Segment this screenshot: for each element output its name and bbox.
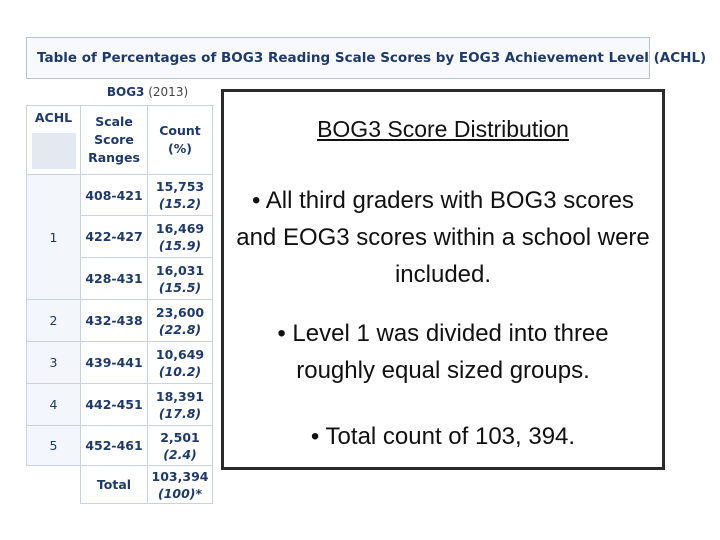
count-value: 23,600: [155, 304, 205, 320]
percent-value: (10.2): [158, 363, 202, 379]
callout-bullet: • Total count of 103, 394.: [310, 423, 576, 450]
callout-title: [224, 116, 662, 143]
score-table: [26, 105, 213, 504]
range-cell: 408-421: [81, 175, 148, 216]
range-cell: 432-438: [81, 300, 148, 342]
achl-cell: 2: [27, 300, 81, 342]
count-cell: [148, 384, 213, 426]
percent-value: (22.8): [158, 321, 202, 337]
range-cell: 442-451: [81, 384, 148, 426]
total-spacer: [27, 466, 81, 504]
header-count-l2: (%): [168, 141, 192, 156]
range-cell: 452-461: [81, 426, 148, 466]
percent-value: (15.9): [158, 237, 202, 253]
header-range-l3: Ranges: [88, 150, 140, 165]
count-cell: [148, 426, 213, 466]
bog3-year: (2013): [148, 85, 189, 99]
total-count: 103,394: [151, 468, 209, 484]
table-row: [27, 300, 213, 342]
total-label: Total: [81, 466, 148, 504]
header-range-l2: Score: [94, 132, 134, 147]
count-cell: [148, 342, 213, 384]
achl-header-shade: [32, 133, 76, 169]
count-value: 15,753: [155, 179, 205, 194]
count-cell: [148, 258, 213, 300]
total-row: [27, 466, 213, 504]
count-value: 2,501: [160, 429, 200, 445]
header-achl-label: ACHL: [34, 110, 73, 125]
table-row: [27, 426, 213, 466]
percent-value: (15.5): [158, 279, 202, 295]
table-row: [27, 342, 213, 384]
total-count-cell: [148, 466, 213, 504]
callout-bullet: • All third graders with BOG3 scores and EOG3 scores within a school were included.: [236, 187, 650, 288]
bog3-label: BOG3: [106, 85, 145, 99]
count-value: 16,031: [155, 262, 205, 278]
count-value: 10,649: [155, 346, 205, 362]
count-value: 16,469: [155, 220, 205, 236]
total-percent: (100)*: [157, 485, 203, 501]
range-cell: 428-431: [81, 258, 148, 300]
count-cell: [148, 175, 213, 216]
header-count: [148, 106, 213, 175]
callout-title-text: BOG3 Score Distribution: [317, 116, 569, 142]
score-distribution-callout: [221, 89, 665, 470]
range-cell: 439-441: [81, 342, 148, 384]
achl-cell: 4: [27, 384, 81, 426]
achl-cell: 1: [27, 175, 81, 300]
achl-cell: 5: [27, 426, 81, 466]
bog3-group-header: [81, 85, 214, 106]
percent-value: (15.2): [158, 196, 202, 211]
count-cell: [148, 216, 213, 258]
table-row: [27, 175, 213, 216]
header-count-l1: Count: [159, 123, 201, 138]
header-row: [27, 106, 213, 175]
range-cell: 422-427: [81, 216, 148, 258]
table-row: [27, 384, 213, 426]
header-achl: [27, 106, 81, 175]
header-range: [81, 106, 148, 175]
callout-bullet: • Level 1 was divided into three roughly equal sized groups.: [277, 320, 609, 384]
header-range-l1: Scale: [95, 114, 133, 129]
count-cell: [148, 300, 213, 342]
achl-cell: 3: [27, 342, 81, 384]
table-title: Table of Percentages of BOG3 Reading Scale Scores by EOG3 Achievement Level (ACHL): [26, 37, 650, 79]
percent-value: (2.4): [163, 446, 197, 462]
percent-value: (17.8): [158, 405, 202, 421]
count-value: 18,391: [155, 388, 205, 404]
